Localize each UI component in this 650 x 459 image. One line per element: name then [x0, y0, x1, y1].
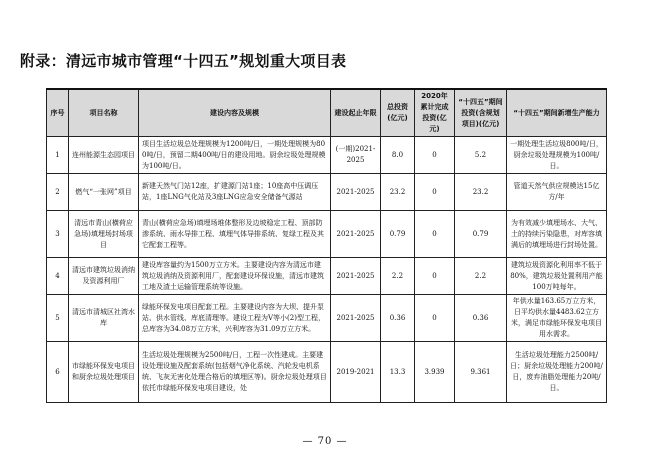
cell-no: 1	[47, 137, 69, 174]
cell-completed: 0	[415, 258, 455, 295]
cell-plan: 0.79	[455, 211, 507, 258]
cell-period: (一期)2021-2025	[331, 137, 381, 174]
header-capacity: “十四五”期间新增生产能力	[507, 89, 607, 137]
cell-capacity: 建筑垃圾资源化利用率不低于80%，建筑垃圾处置利用产能100万吨每年。	[507, 258, 607, 295]
cell-capacity: 管道天然气供应规模达15亿方/年	[507, 174, 607, 211]
header-name: 项目名称	[69, 89, 139, 137]
cell-content: 生活垃圾处理规模为2500吨/日，工程一次性建成。主要建设处理设施及配套系统(包括烟气净化系统、汽轮发电机系统、飞灰无害化处理合格后的填埋区等)。厨余垃圾处理项目依托市绿能环保发电项目建设，处	[139, 342, 331, 403]
cell-plan: 5.2	[455, 137, 507, 174]
header-completed-2020: 2020年累计完成投资(亿元)	[415, 89, 455, 137]
table-row	[47, 174, 607, 211]
cell-name: 连州能源生态园项目	[69, 137, 139, 174]
table-row	[47, 342, 607, 403]
cell-name: 燃气“一张网”项目	[69, 174, 139, 211]
cell-name: 清远市建筑垃圾消纳及资源利用厂	[69, 258, 139, 295]
table-row	[47, 137, 607, 174]
cell-no: 6	[47, 342, 69, 403]
cell-investment: 0.79	[381, 211, 415, 258]
cell-period: 2019-2021	[331, 342, 381, 403]
table-row	[47, 295, 607, 342]
cell-content: 新建天然气门站12座，扩建源门站1座；10座高中压调压站，1座LNG气化站及3座LNG应急安全储备气源站	[139, 174, 331, 211]
header-investment: 总投资(亿元)	[381, 89, 415, 137]
header-plan-investment: “十四五”期间投资(含规划项目)(亿元)	[455, 89, 507, 137]
cell-period: 2021-2025	[331, 211, 381, 258]
cell-plan: 0.36	[455, 295, 507, 342]
table-row	[47, 258, 607, 295]
cell-completed: 0	[415, 211, 455, 258]
cell-capacity: 一期处理生活垃圾800吨/日，厨余垃圾处理规模为100吨/日。	[507, 137, 607, 174]
table-header-row	[47, 89, 607, 137]
cell-capacity: 为有效减少填埋场水、大气、土的持续污染隐患，对库容填满后的填埋场进行封场处置。	[507, 211, 607, 258]
cell-no: 3	[47, 211, 69, 258]
cell-capacity: 年供水量163.65万立方米，日平均供水量4483.62立方米，满足市绿能环保发电项目用水需求。	[507, 295, 607, 342]
cell-content: 绿能环保发电项目配套工程。主要建设内容为大坝、提升泵站、供水管线、库底清理等。建设工程为V等小(2)型工程，总库容为34.08万立方米，兴利库容为31.09万立方米。	[139, 295, 331, 342]
cell-investment: 2.2	[381, 258, 415, 295]
cell-period: 2021-2025	[331, 174, 381, 211]
cell-completed: 0	[415, 174, 455, 211]
cell-name: 清远市青山(横荷应急场)填埋场封场项目	[69, 211, 139, 258]
header-content: 建设内容及规模	[139, 89, 331, 137]
header-period: 建设起止年限	[331, 89, 381, 137]
cell-investment: 8.0	[381, 137, 415, 174]
cell-period: 2021-2025	[331, 258, 381, 295]
page-title: 附录：清远市城市管理“十四五”规划重大项目表	[20, 52, 347, 70]
header-no: 序号	[47, 89, 69, 137]
table-row	[47, 211, 607, 258]
cell-name: 市绿能环保发电项目和厨余垃圾处理项目	[69, 342, 139, 403]
cell-investment: 0.36	[381, 295, 415, 342]
cell-capacity: 生活垃圾处理能力2500吨/日；厨余垃圾处理能力200吨/日，废弃油脂处理能力20吨/日。	[507, 342, 607, 403]
cell-name: 清远市清城区社湾水库	[69, 295, 139, 342]
cell-no: 5	[47, 295, 69, 342]
cell-content: 建设库容量约为1500万立方米。主要建设内容为清远市建筑垃圾消纳及资源利用厂，配套建设环保设施，清远市建筑工地及渣土运输管理系统等设施。	[139, 258, 331, 295]
project-table	[46, 88, 607, 403]
cell-completed: 0	[415, 295, 455, 342]
cell-investment: 13.3	[381, 342, 415, 403]
cell-completed: 3.939	[415, 342, 455, 403]
cell-plan: 2.2	[455, 258, 507, 295]
cell-no: 2	[47, 174, 69, 211]
cell-period: 2021-2025	[331, 295, 381, 342]
cell-content: 青山(横荷应急场)填埋场堆体整形及边坡稳定工程、顶部防渗系统、雨水导排工程、填埋气体导排系统、复绿工程及其它配套工程等。	[139, 211, 331, 258]
cell-plan: 23.2	[455, 174, 507, 211]
cell-plan: 9.361	[455, 342, 507, 403]
page-number: — 70 —	[302, 436, 348, 447]
cell-investment: 23.2	[381, 174, 415, 211]
cell-no: 4	[47, 258, 69, 295]
cell-content: 项目生活垃圾总处理规模为1200吨/日，一期处理规模为800吨/日，预留二期400吨/日的建设用地。厨余垃圾处理规模为100吨/日。	[139, 137, 331, 174]
cell-completed: 0	[415, 137, 455, 174]
